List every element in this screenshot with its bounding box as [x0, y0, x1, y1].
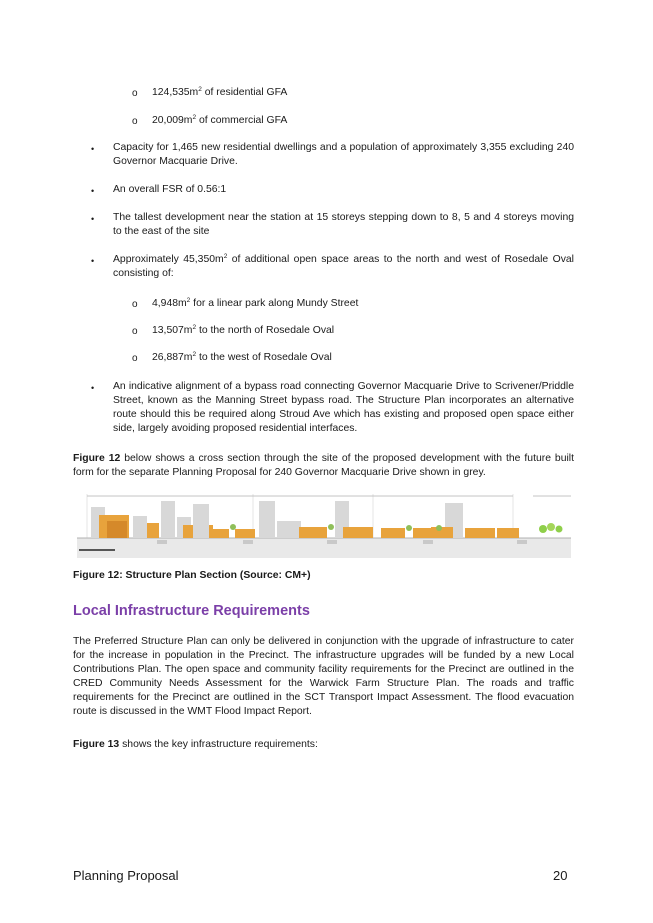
sub-bullet-marker: o [132, 326, 138, 337]
tree [436, 525, 442, 531]
list-item-west-oval: $26,887m^2$ to the west of Rosedale Oval [152, 351, 332, 363]
orange-building [431, 527, 453, 538]
grey-building [161, 501, 175, 538]
tree [539, 525, 547, 533]
orange-building [465, 528, 495, 538]
sub-bullet-marker: o [132, 88, 138, 99]
list-item-fsr: An overall FSR of 0.56:1 [113, 184, 227, 195]
grey-building [193, 504, 209, 538]
orange-building [213, 529, 229, 538]
bullet-marker: • [91, 144, 95, 154]
list-item-north-oval: $13,507m^2$ to the north of Rosedale Oval [152, 324, 335, 336]
bullet-marker: • [91, 186, 95, 196]
figure12-intro-paragraph: Figure 12 below shows a cross section through the site of the proposed development with the future built form for the separate Planning Proposal for 240 Governor Macquarie Drive shown in grey. [73, 453, 574, 478]
structure-plan-section-figure [73, 491, 575, 561]
bullet-marker: • [91, 256, 95, 266]
list-item-capacity: Capacity for 1,465 new residential dwellings and a population of approximately 3,355 excluding 240 Governor Macquarie Drive. [113, 142, 574, 167]
list-item-bypass-road: An indicative alignment of a bypass road connecting Governor Macquarie Drive to Scrivener/Priddle Street, known as the Manning Street bypass road. The Structure Plan incorporates an alternative route should this be required along Stroud Ave which has existing and proposed open space either side, largely avoiding proposed residential interfaces. [113, 381, 574, 434]
grey-building [259, 501, 275, 538]
orange-building [497, 528, 519, 538]
orange-building [343, 527, 373, 538]
tree [230, 524, 236, 530]
list-item-open-space: Approximately $45,350m^2$ of additional open space areas to the north and west of Rosedale Oval consisting of: [113, 253, 574, 279]
orange-building [299, 527, 327, 538]
ground-section [77, 538, 571, 558]
list-item-residential-gfa: $124,535m^2$ of residential GFA [152, 86, 288, 98]
sub-bullet-marker: o [132, 116, 138, 127]
tree [556, 526, 563, 533]
figure12-caption: Figure 12: Structure Plan Section (Source: CM+) [73, 570, 311, 581]
list-item-linear-park: $4,948m^2$ for a linear park along Mundy Street [152, 297, 359, 309]
figure12-reference: Figure 12 [73, 453, 121, 464]
sub-bullet-marker: o [132, 299, 138, 310]
tree [328, 524, 334, 530]
orange-building [235, 529, 255, 538]
scale-bar [79, 549, 115, 551]
list-item-tallest-development: The tallest development near the station at 15 storeys stepping down to 8, 5 and 4 storeys moving to the east of the site [113, 212, 574, 237]
footer-document-title: Planning Proposal [73, 868, 179, 883]
grey-building [133, 516, 147, 538]
bullet-marker: • [91, 383, 95, 393]
figure13-intro-paragraph: Figure 13 shows the key infrastructure requirements: [73, 739, 318, 750]
cross-section-illustration [73, 491, 575, 561]
tree [406, 525, 412, 531]
list-item-commercial-gfa: $20,009m^2$ of commercial GFA [152, 114, 288, 126]
figure13-reference: Figure 13 [73, 739, 120, 750]
section-heading: Local Infrastructure Requirements [73, 603, 310, 619]
grey-building [277, 521, 301, 538]
tree [547, 523, 555, 531]
sub-bullet-marker: o [132, 353, 138, 364]
orange-building [147, 523, 159, 538]
orange-building [381, 528, 405, 538]
bullet-marker: • [91, 214, 95, 224]
infrastructure-paragraph: The Preferred Structure Plan can only be delivered in conjunction with the upgrade of infrastructure to cater for the increase in population in the Precinct. The infrastructure upgrades will be funded by a new Local Contributions Plan. The open space and community facility requirements for the Precinct are outlined in the CRED Community Needs Assessment for the Warwick Farm Structure Plan. The roads and traffic requirements for the Precinct are outlined in the SCT Transport Impact Assessment. The flood evacuation route is discussed in the WMT Flood Impact Report. [73, 636, 574, 717]
footer-page-number: 20 [553, 868, 568, 883]
